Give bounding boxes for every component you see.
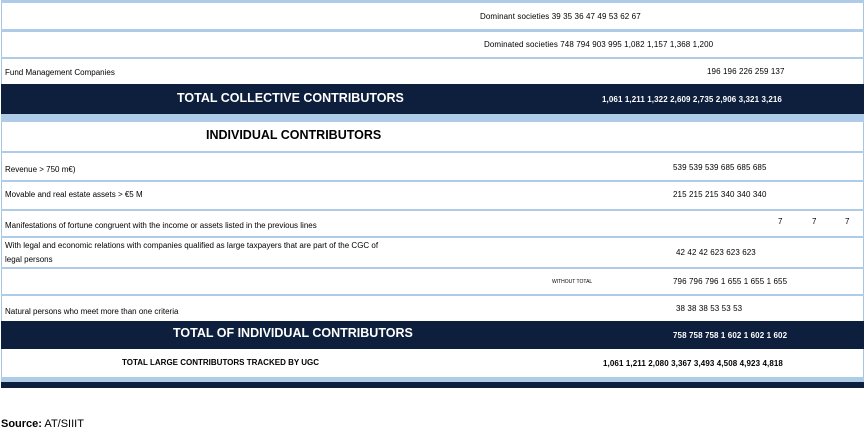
manifestations-label: Manifestations of fortune congruent with the income or assets listed in the previous lines [5,221,317,230]
revenue-values: 539 539 539 685 685 685 [673,163,767,172]
relations-label-line1: With legal and economic relations with companies qualified as large taxpayers that are part of the CGC of [5,241,379,250]
row-individual-header [1,122,864,151]
total-large-values: 1,061 1,211 2,080 3,367 3,493 4,508 4,923 4,818 [603,359,783,368]
row-manifestations [1,211,864,236]
row-assets [1,182,864,209]
row-fund-management [1,59,864,84]
source-value: AT/SIIIT [44,418,84,430]
revenue-label: Revenue > 750 m€) [5,165,76,174]
assets-values: 215 215 215 340 340 340 [673,190,767,199]
row-total-large [1,349,864,377]
source-label: Source: [1,418,42,430]
total-large-label: TOTAL LARGE CONTRIBUTORS TRACKED BY UGC [122,358,320,367]
natural-persons-label: Natural persons who meet more than one criteria [5,307,179,316]
bottom-band [1,382,864,388]
relations-label-line2: legal persons [5,255,53,264]
fund-management-label: Fund Management Companies [5,68,115,77]
manifestations-value-1: 7 [778,217,783,226]
dominant-societies-values: Dominant societies 39 35 36 47 49 53 62 67 [480,12,641,21]
manifestations-value-2: 7 [812,217,817,226]
dominated-societies-values: Dominated societies 748 794 903 995 1,082 1,157 1,368 1,200 [484,40,714,49]
fund-management-values: 196 196 226 259 137 [707,67,785,76]
natural-persons-values: 38 38 38 53 53 53 [676,304,743,313]
row-revenue [1,153,864,180]
assets-label: Movable and real estate assets > €5 M [5,190,143,199]
row-dominant-societies [1,3,864,29]
manifestations-value-3: 7 [845,217,850,226]
without-total-note: WITHOUT TOTAL [552,279,593,285]
row-natural-persons [1,296,864,321]
row-total-collective [1,84,864,114]
row-dominated-societies [1,32,864,57]
relations-values: 42 42 42 623 623 623 [676,248,756,257]
total-individual-values: 758 758 758 1 602 1 602 1 602 [673,331,788,340]
without-total-values: 796 796 796 1 655 1 655 1 655 [673,277,788,286]
total-individual-label: TOTAL OF INDIVIDUAL CONTRIBUTORS [173,326,413,340]
individual-contributors-heading: INDIVIDUAL CONTRIBUTORS [206,128,382,142]
total-collective-label: TOTAL COLLECTIVE CONTRIBUTORS [177,91,404,105]
row-without-total [1,269,864,294]
row-total-individual [1,321,864,349]
row-relations [1,238,864,267]
row-separator [1,114,864,122]
total-collective-values: 1,061 1,211 1,322 2,609 2,735 2,906 3,321 3,216 [602,95,782,104]
source-note [1,418,84,430]
